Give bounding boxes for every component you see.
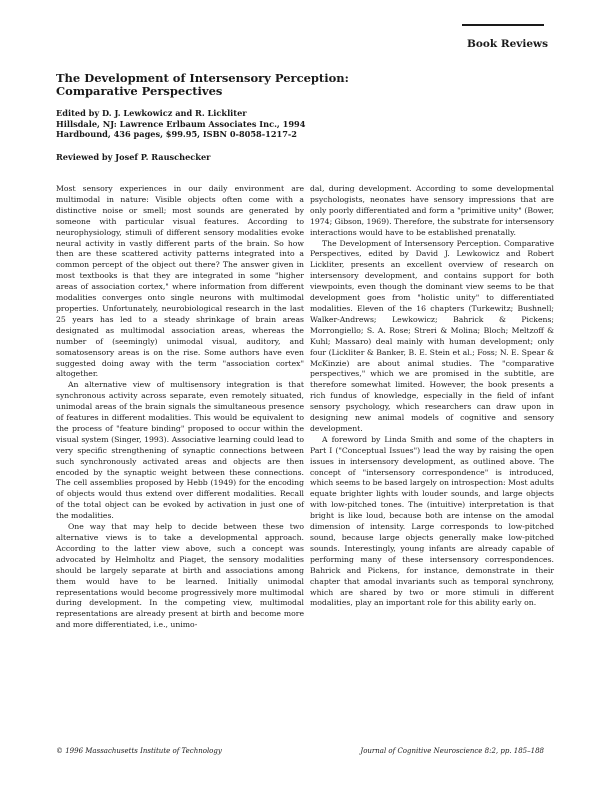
book-publisher: Hillsdale, NJ: Lawrence Erlbaum Associates Inc., 1994 bbox=[56, 118, 306, 129]
copyright-footer: © 1996 Massachusetts Institute of Technology bbox=[56, 747, 222, 755]
paragraph: One way that may help to decide between these two alternative views is to take a developmental approach. According to the latter view above, such a concept was advocated by Helmholtz and Piaget, the sensory modalities should be largely separate at birth and associations among them would have to be learned. Initially unimodal representations would become progressively more multimodal during development. In the competing view, multimodal representations are already present at birth and become more and more differentiated, i.e., unimo- bbox=[56, 522, 304, 630]
journal-citation-footer: Journal of Cognitive Neuroscience 8:2, pp. 185–188 bbox=[360, 747, 544, 755]
section-label: Book Reviews bbox=[467, 38, 548, 50]
book-price: Hardbound, 436 pages, $99.95, ISBN 0-8058-1217-2 bbox=[56, 129, 298, 139]
book-title bbox=[56, 72, 536, 98]
paragraph: dal, during development. According to some developmental psychologists, neonates have sensory impressions that are only poorly differentiated and form a "primitive unity" (Bower, 1974; Gibson, 1969). Therefore, the substrate for intersensory interactions would have to be established prenatally. bbox=[310, 184, 554, 237]
reviewer-line: Reviewed by Josef P. Rauschecker bbox=[56, 151, 211, 162]
paragraph: Most sensory experiences in our daily environment are multimodal in nature: Visible objects often come with a distinctive noise or smell; most sounds are generated by someone with particular visual features. According to neurophysiology, stimuli of different sensory modalities evoke neural activity in vastly different parts of the brain. So how then are these scattered activity patterns integrated into a common percept of the object out there? The answer given in most textbooks is that they are integrated in some "higher areas of association cortex," where information from different modalities converges onto single neurons with multimodal properties. Unfortunately, neurobiological research in the last 25 years has led to a steady shrinkage of brain areas designated as multimodal association areas, whereas the number of (seemingly) unimodal visual, auditory, and somatosensory areas is on the rise. Some authors have even suggested doing away with the term "association cortex" altogether. bbox=[56, 184, 304, 379]
book-metadata bbox=[56, 108, 536, 140]
left-column bbox=[56, 184, 304, 631]
paragraph: A foreword by Linda Smith and some of the chapters in Part I ("Conceptual Issues") lead the way by raising the open issues in intersensory development, as outlined above. The concept of "intersensory correspondence" is introduced, which seems to be based largely on introspection: Most adults equate brighter lights with louder sounds, and large objects with low-pitched tones. The (intuitive) interpretation is that bright is like loud, because both are intense on the amodal dimension of intensity. Large corresponds to low-pitched sound, because large objects generally make low-pitched sounds. Interestingly, young infants are already capable of performing many of these intersensory correspondences. Bahrick and Pickens, for instance, demonstrate in their chapter that amodal invariants such as temporal synchrony, which are shared by two or more stimuli in different modalities, play an important role for this ability early on. bbox=[310, 434, 554, 608]
book-title-line1: The Development of Intersensory Perception: bbox=[56, 71, 349, 85]
paragraph: The Development of Intersensory Perception. Comparative Perspectives, edited by David J. Lewkowicz and Robert Lickliter, presents an excellent overview of research on intersensory development, and contains support for both viewpoints, even though the dominant view seems to be that development goes from "holistic unity" to differentiated modalities. Eleven of the 16 chapters (Turkewitz; Bushnell; Walker-Andrews; Lewkowicz; Bahrick & Pickens; Morrongiello; S. A. Rose; Streri & Molina; Bloch; Meltzoff & Kuhl; Massaro) deal mainly with human development; only four (Lickliter & Banker, B. E. Stein et al.; Foss; N. E. Spear & McKinzie) are about animal studies. The "comparative perspectives," which we are promised in the subtitle, are therefore somewhat limited. However, the book presents a rich fundus of knowledge, especially in the field of infant sensory psychology, which researchers can draw upon in designing new animal models of cognitive and sensory development. bbox=[310, 238, 554, 433]
header-rule bbox=[462, 24, 544, 26]
book-editors: Edited by D. J. Lewkowicz and R. Lickliter bbox=[56, 108, 247, 118]
review-header bbox=[56, 72, 536, 162]
right-column bbox=[310, 184, 554, 609]
book-title-line2: Comparative Perspectives bbox=[56, 84, 223, 98]
paragraph: An alternative view of multisensory integration is that synchronous activity across separate, even remotely situated, unimodal areas of the brain signals the simultaneous presence of features in different modalities. This would be equivalent to the process of "feature binding" proposed to occur within the visual system (Singer, 1993). Associative learning could lead to very specific strengthening of synaptic connections between such synchronously activated areas and objects are then encoded by the synaptic weight between these connections. The cell assemblies proposed by Hebb (1949) for the encoding of objects would thus extend over different modalities. Recall of the total object can be evoked by activation in just one of the modalities. bbox=[56, 380, 304, 521]
